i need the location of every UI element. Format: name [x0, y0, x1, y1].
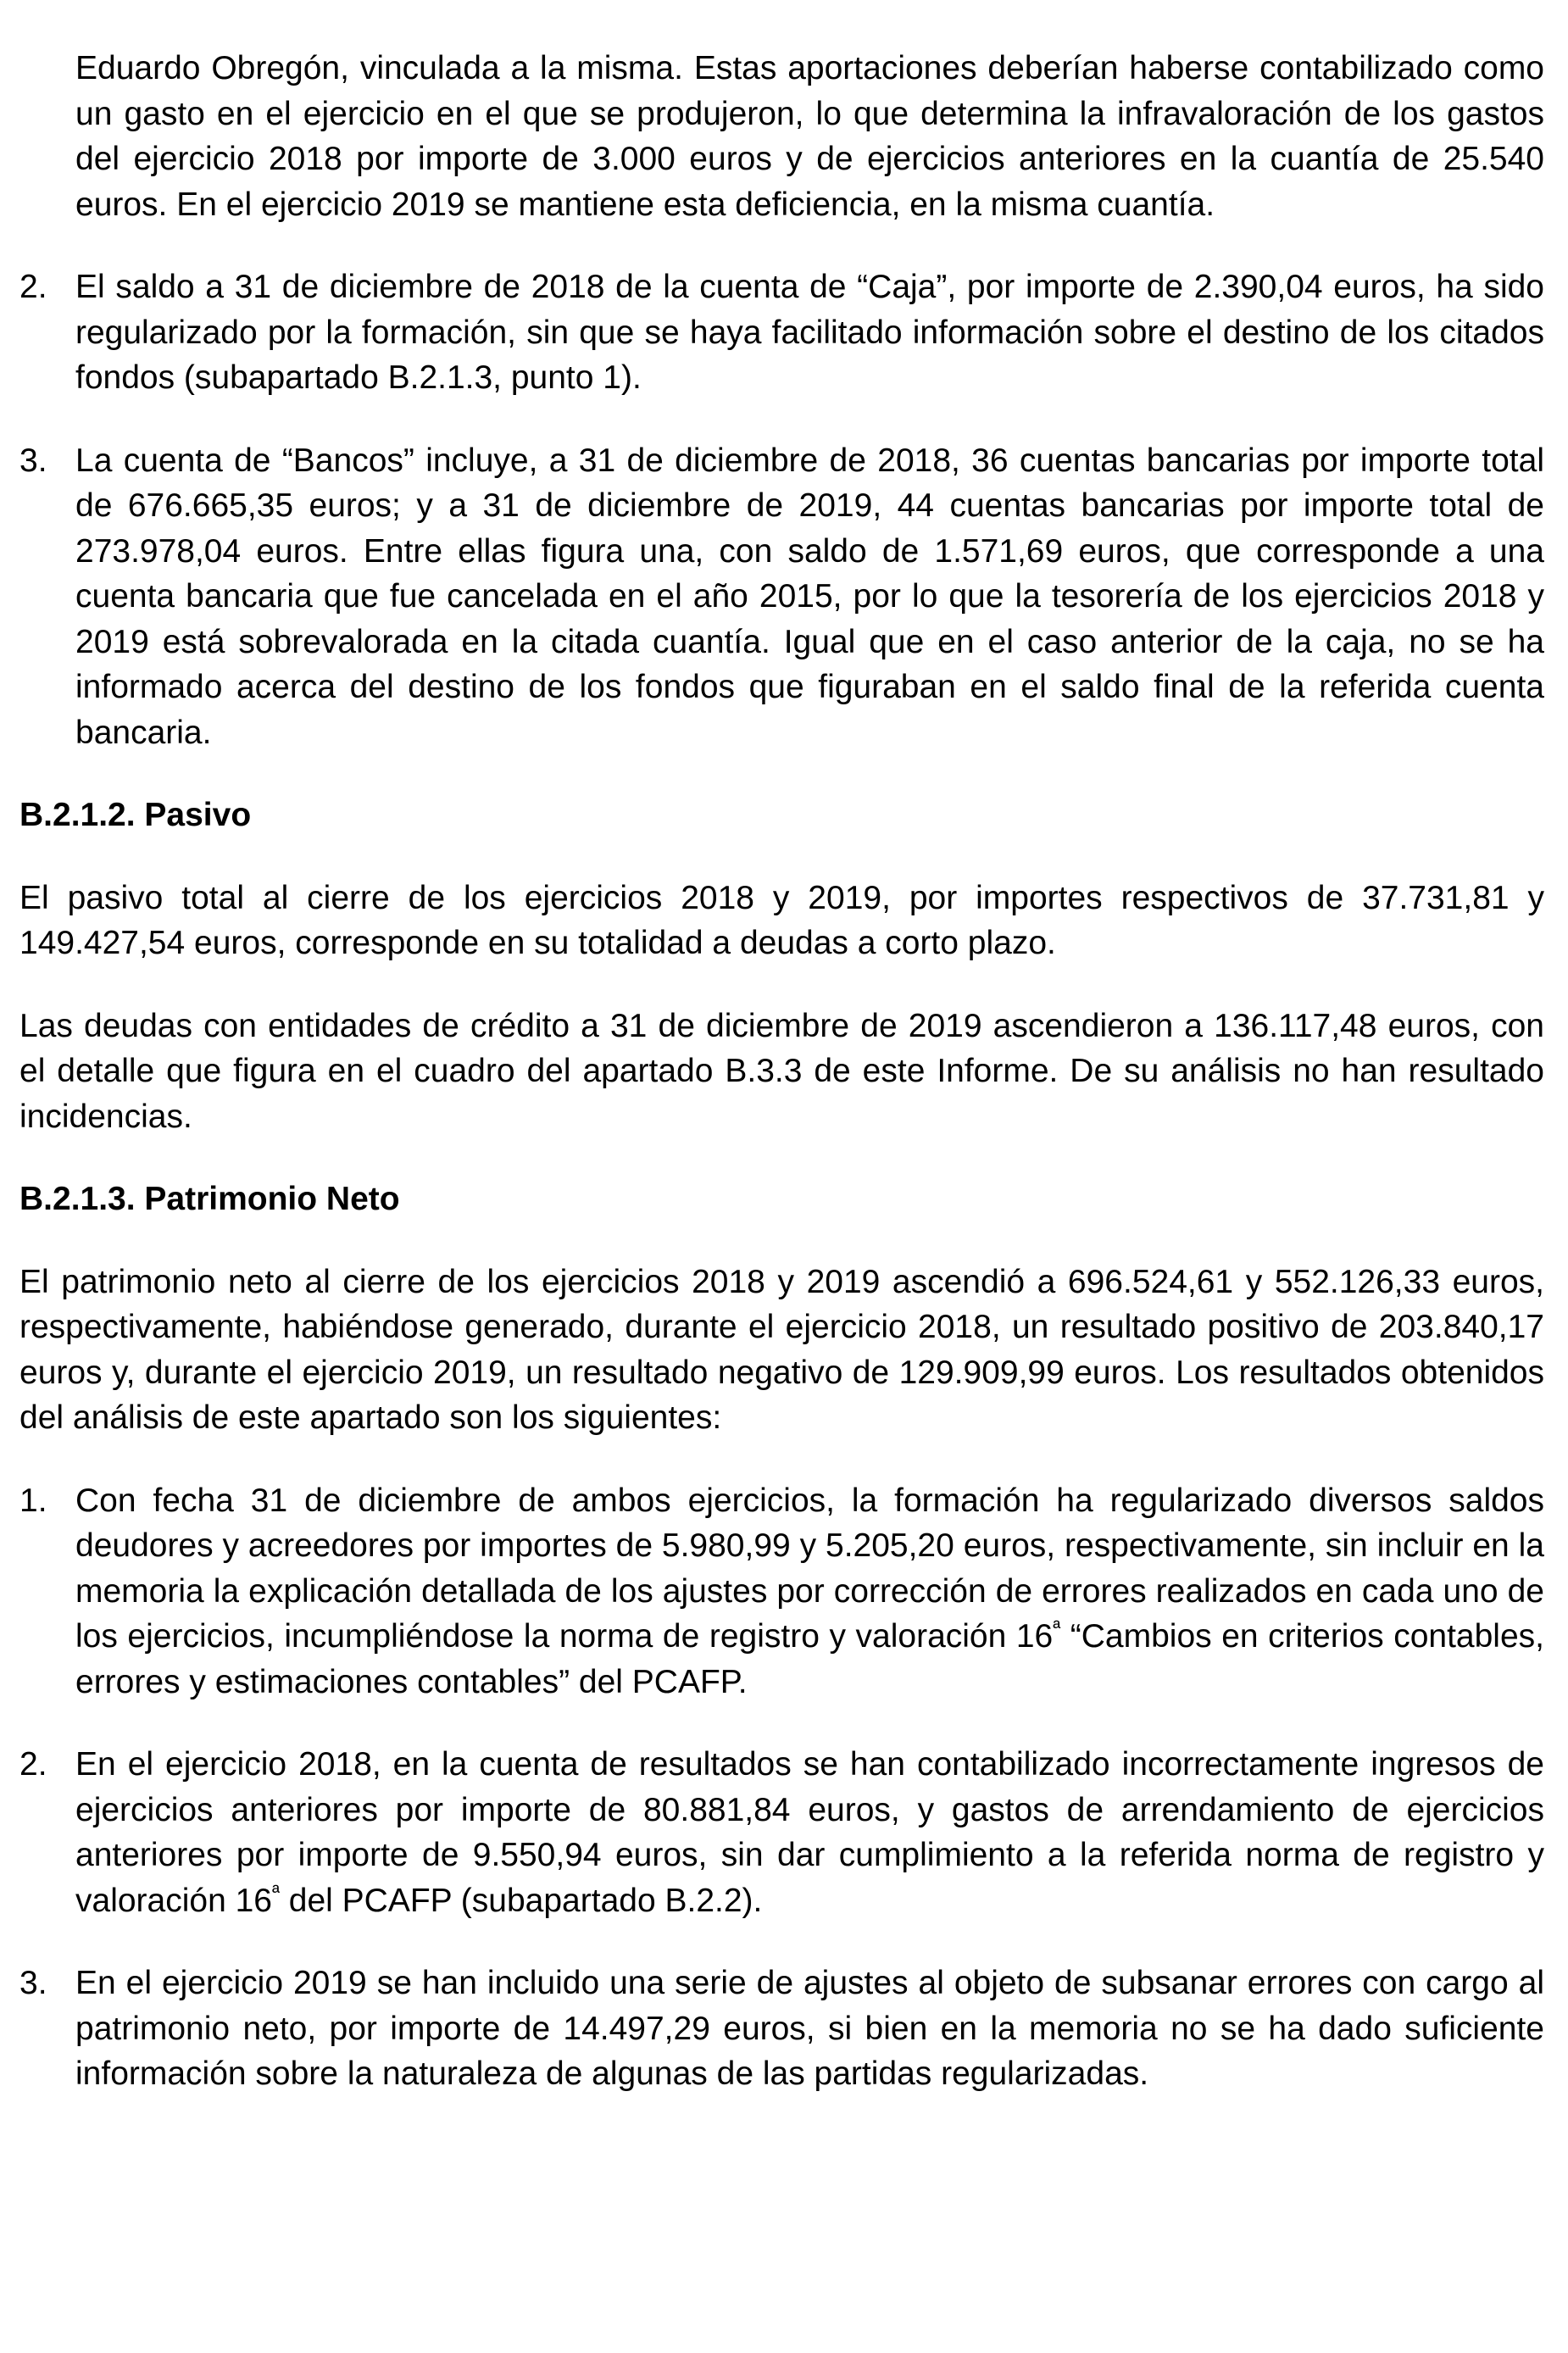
item-text-tail: “Cambios en criterios contables, errores y estimaciones contables” del PCAFP. — [75, 1618, 1544, 1700]
patrimonio-item-2 — [19, 1742, 1544, 1923]
section-heading-pasivo: B.2.1.2. Pasivo — [19, 797, 252, 833]
pasivo-paragraph-1: El pasivo total al cierre de los ejercicios 2018 y 2019, por importes respectivos de 37.731,81 y 149.427,54 euros, corresponde en su totalidad a deudas a corto plazo. — [19, 879, 1544, 961]
pasivo-paragraph-2: Las deudas con entidades de crédito a 31 de diciembre de 2019 ascendieron a 136.117,48 euros, con el detalle que figura en el cuadro del apartado B.3.3 de este Informe. De su análisis no han resultado incidencias. — [19, 1007, 1544, 1135]
patrimonio-paragraph-1: El patrimonio neto al cierre de los ejercicios 2018 y 2019 ascendió a 696.524,61 y 552.126,33 euros, respectivamente, habiéndose generado, durante el ejercicio 2018, un resultado positivo de 203.840,17 euros y, durante el ejercicio 2019, un resultado negativo de 129.909,99 euros. Los resultados obtenidos del análisis de este apartado son los siguientes: — [19, 1263, 1544, 1436]
patrimonio-item-1 — [19, 1478, 1544, 1705]
item-text: En el ejercicio 2019 se han incluido una serie de ajustes al objeto de subsanar errores con cargo al patrimonio neto, por importe de 14.497,29 euros, si bien en la memoria no se ha dado suficiente información sobre la naturaleza de algunas de las partidas regularizadas. — [75, 1965, 1544, 2092]
item-text: El saldo a 31 de diciembre de 2018 de la cuenta de “Caja”, por importe de 2.390,04 euros, ha sido regularizado por la formación, sin que se haya facilitado información sobre el destino de los citados fondos (subapartado B.2.1.3, punto 1). — [75, 269, 1544, 396]
item-number: 2. — [19, 1746, 47, 1783]
item-text: La cuenta de “Bancos” incluye, a 31 de diciembre de 2018, 36 cuentas bancarias por importe total de 676.665,35 euros; y a 31 de diciembre de 2019, 44 cuentas bancarias por importe total de 273.978,04 euros. Entre ellas figura una, con saldo de 1.571,69 euros, que corresponde a una cuenta bancaria que fue cancelada en el año 2015, por lo que la tesorería de los ejercicios 2018 y 2019 está sobrevalorada en la citada cuantía. Igual que en el caso anterior de la caja, no se ha informado acerca del destino de los fondos que figuraban en el saldo final de la referida cuenta bancaria. — [75, 442, 1544, 751]
item-number: 2. — [19, 269, 47, 305]
item-text-tail: del PCAFP (subapartado B.2.2). — [279, 1882, 763, 1919]
item-number: 3. — [19, 1965, 47, 2001]
ordinal-superscript: ª — [1053, 1616, 1061, 1640]
item-number: 1. — [19, 1482, 47, 1519]
section-heading-patrimonio: B.2.1.3. Patrimonio Neto — [19, 1181, 400, 1217]
ordinal-superscript: ª — [271, 1881, 280, 1904]
activo-item-2 — [19, 264, 1544, 401]
activo-item-3 — [19, 438, 1544, 756]
item-number: 3. — [19, 442, 47, 479]
item-text: En el ejercicio 2018, en la cuenta de resultados se han contabilizado incorrectamente ingresos de ejercicios anteriores por importe de 80.881,84 euros, y gastos de arrendamiento de ejercicios anteriores por importe de 9.550,94 euros, sin dar cumplimiento a la referida norma de registro y valoración 16 — [75, 1746, 1544, 1919]
continuation-paragraph: Eduardo Obregón, vinculada a la misma. Estas aportaciones deberían haberse contabilizado como un gasto en el ejercicio en el que se produjeron, lo que determina la infravaloración de los gastos del ejercicio 2018 por importe de 3.000 euros y de ejercicios anteriores en la cuantía de 25.540 euros. En el ejercicio 2019 se mantiene esta deficiencia, en la misma cuantía. — [75, 50, 1544, 223]
patrimonio-item-3 — [19, 1961, 1544, 2097]
item-text: Con fecha 31 de diciembre de ambos ejercicios, la formación ha regularizado diversos saldos deudores y acreedores por importes de 5.980,99 y 5.205,20 euros, respectivamente, sin incluir en la memoria la explicación detallada de los ajustes por corrección de errores realizados en cada uno de los ejercicios, incumpliéndose la norma de registro y valoración 16 — [75, 1482, 1544, 1655]
